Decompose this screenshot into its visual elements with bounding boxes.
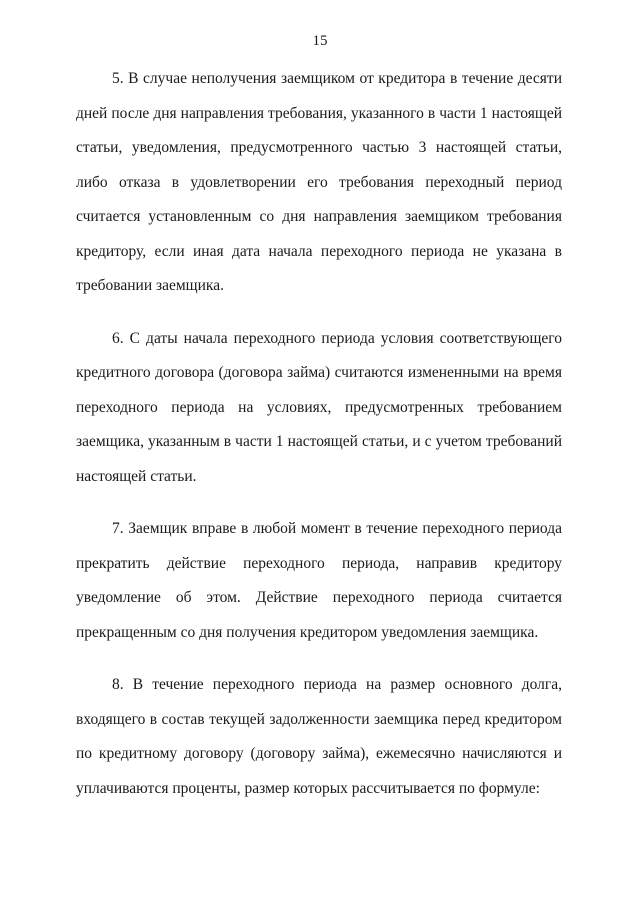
- paragraph-8: 8. В течение переходного периода на размер основного долга, входящего в состав текущей задолженности заемщика перед кредитором по кредитному договору (договору займа), ежемесячно начисляются и уплачиваются проценты, размер которых рассчитывается по формуле:: [76, 676, 562, 797]
- document-body: [76, 62, 562, 824]
- paragraph-6: 6. С даты начала переходного периода условия соответствующего кредитного договора (договора займа) считаются измененными на время переходного периода на условиях, предусмотренных требованием заемщика, указанным в части 1 настоящей статьи, и с учетом требований настоящей статьи.: [76, 329, 562, 485]
- paragraph-5: 5. В случае неполучения заемщиком от кредитора в течение десяти дней после дня направления требования, указанного в части 1 настоящей статьи, уведомления, предусмотренного частью 3 настоящей статьи, либо отказа в удовлетворении его требования переходный период считается установленным со дня направления заемщиком требования кредитору, если иная дата начала переходного периода не указана в требовании заемщика.: [76, 70, 562, 294]
- paragraph-7: 7. Заемщик вправе в любой момент в течение переходного периода прекратить действие переходного периода, направив кредитору уведомление об этом. Действие переходного периода считается прекращенным со дня получения кредитором уведомления заемщика.: [76, 520, 562, 641]
- page-number: 15: [312, 33, 328, 49]
